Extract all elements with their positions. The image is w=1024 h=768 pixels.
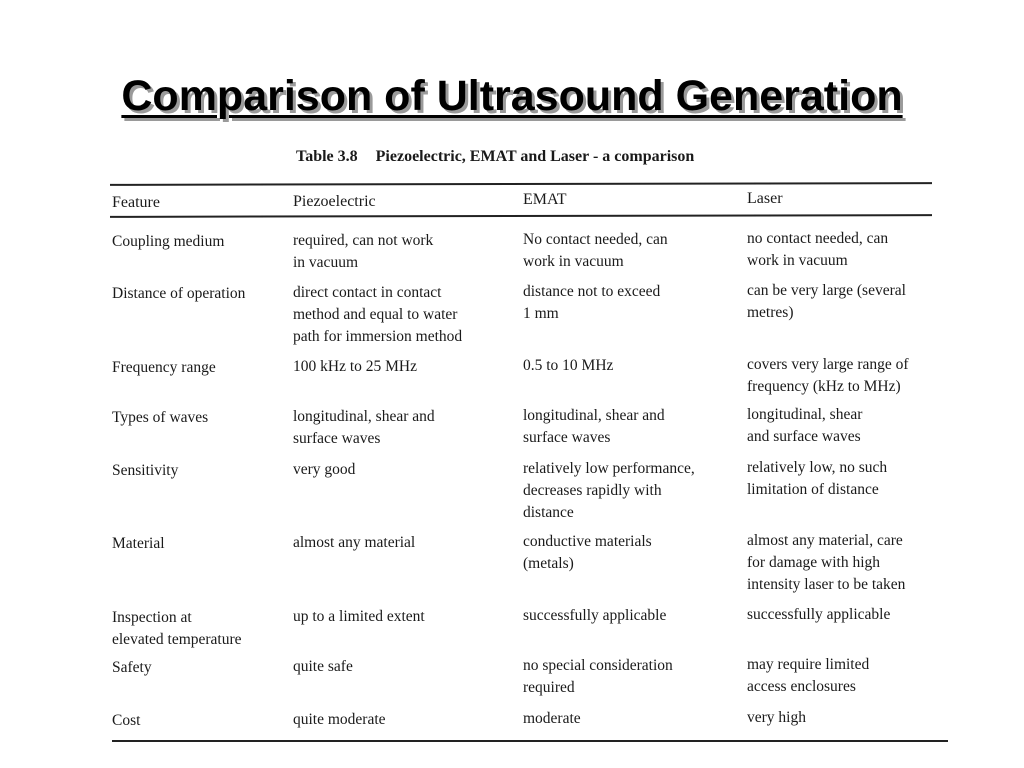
row-4-feature-cell: Types of waves [112, 409, 209, 426]
row-2-emat-cell: distance not to exceed 1 mm [523, 283, 661, 322]
row-2-laser-cell: can be very large (several metres) [747, 282, 906, 321]
row-1-laser-cell: no contact needed, can work in vacuum [747, 230, 889, 269]
row-1-piezoelectric-cell: required, can not work in vacuum [293, 232, 434, 271]
row-9-laser-cell: very high [747, 709, 806, 726]
row-1-feature-cell: Coupling medium [112, 233, 225, 250]
row-9-feature-cell: Cost [112, 712, 141, 729]
row-6-emat-cell: conductive materials (metals) [523, 533, 652, 572]
row-3-piezoelectric-cell: 100 kHz to 25 MHz [293, 358, 417, 375]
table-bottom-rule [112, 740, 948, 742]
header-emat: EMAT [523, 191, 567, 208]
slide-title: Comparison of Ultrasound Generation [121, 72, 903, 120]
row-8-feature-cell: Safety [112, 659, 152, 676]
row-8-piezoelectric-cell: quite safe [293, 658, 353, 675]
row-5-emat-cell: relatively low performance, decreases rapidly with distance [523, 460, 695, 521]
row-4-emat-cell: longitudinal, shear and surface waves [523, 407, 665, 446]
row-1-emat-cell: No contact needed, can work in vacuum [523, 231, 668, 270]
header-feature: Feature [112, 194, 160, 211]
row-3-feature-cell: Frequency range [112, 359, 216, 376]
row-8-laser-cell: may require limited access enclosures [747, 656, 870, 695]
row-8-emat-cell: no special consideration required [523, 657, 673, 696]
row-6-laser-cell: almost any material, care for damage with high intensity laser to be taken [747, 532, 906, 593]
row-7-laser-cell: successfully applicable [747, 606, 891, 623]
header-piezoelectric: Piezoelectric [293, 193, 376, 210]
row-3-emat-cell: 0.5 to 10 MHz [523, 357, 614, 374]
table-top-rule [110, 182, 932, 186]
row-4-laser-cell: longitudinal, shear and surface waves [747, 406, 863, 445]
table-caption [296, 148, 694, 166]
row-6-piezoelectric-cell: almost any material [293, 534, 416, 551]
header-laser: Laser [747, 190, 783, 207]
row-5-feature-cell: Sensitivity [112, 462, 179, 479]
row-5-laser-cell: relatively low, no such limitation of distance [747, 459, 888, 498]
table-caption-text: Piezoelectric, EMAT and Laser - a comparison [375, 148, 695, 165]
row-7-piezoelectric-cell: up to a limited extent [293, 608, 425, 625]
row-4-piezoelectric-cell: longitudinal, shear and surface waves [293, 408, 435, 447]
row-7-feature-cell: Inspection at elevated temperature [112, 609, 242, 648]
table-header-rule [110, 214, 932, 218]
row-2-feature-cell: Distance of operation [112, 285, 246, 302]
row-2-piezoelectric-cell: direct contact in contact method and equal to water path for immersion method [293, 284, 463, 345]
row-9-emat-cell: moderate [523, 710, 581, 727]
row-5-piezoelectric-cell: very good [293, 461, 356, 478]
row-6-feature-cell: Material [112, 535, 165, 552]
row-3-laser-cell: covers very large range of frequency (kHz to MHz) [747, 356, 909, 395]
row-7-emat-cell: successfully applicable [523, 607, 667, 624]
row-9-piezoelectric-cell: quite moderate [293, 711, 386, 728]
table-caption-number: Table 3.8 [296, 148, 358, 165]
